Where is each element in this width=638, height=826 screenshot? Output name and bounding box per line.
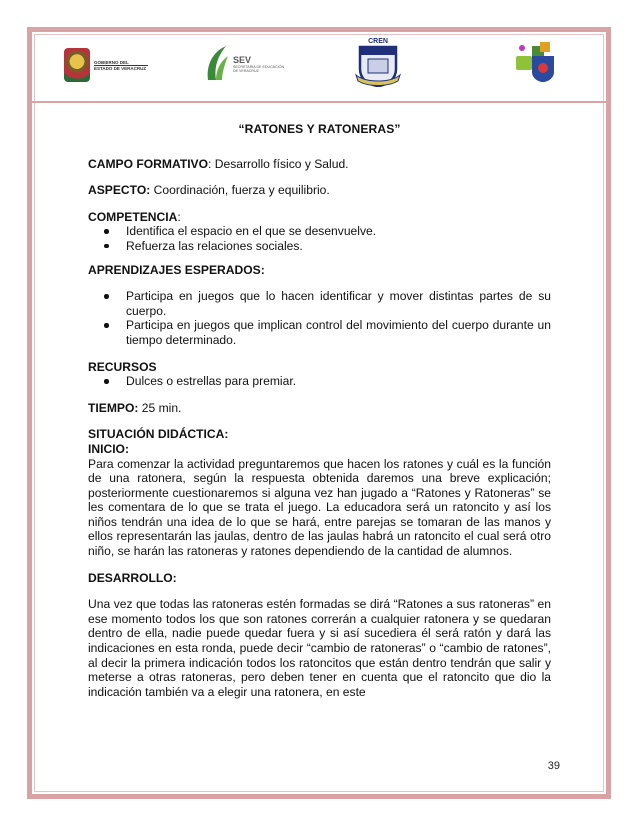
sev-logo [204,42,294,86]
header-divider [32,101,606,103]
gov-logo-line1: GOBIERNO DEL [94,60,148,66]
tiempo-label: TIEMPO: [88,400,139,415]
list-item: Participa en juegos que lo hacen identificar y mover distintas partes de su cuerpo. [88,289,551,318]
competencia-label: COMPETENCIA [88,209,178,224]
page-number: 39 [547,760,560,772]
sev-subtitle-line2: DE VERACRUZ [233,69,259,73]
sev-title: SEV [233,55,252,65]
desarrollo-paragraph: Una vez que todas las ratoneras estén formadas se dirá “Ratones a sus ratoneras” en ese momento todos los que son ratones correrán a cualquier ratonera y se quedaran dentro de ella, nadie puede quedar fuera y si así sucediera él será ratón y dará las indicaciones en esta ronda, puede decir “cambio de ratoneras” o “cambio de ratones”, al decir la primera indicación todos los ratoncitos que están dentro tendrán que salir y meterse a otras ratoneras, pero deben tener en cuenta que el ratoncito que dio la indicación también va a elegir una ratonera, en este [88,597,551,699]
colorful-emblem-icon [510,40,558,84]
sev-subtitle-line1: SECRETARÍA DE EDUCACIÓN [233,65,285,69]
tiempo [88,401,551,416]
list-item: Identifica el espacio en el que se desenvuelve. [88,224,551,239]
competencia-colon: : [177,209,181,224]
list-item: Dulces o estrellas para premiar. [88,374,551,389]
competencia-list [88,224,551,253]
aspecto [88,183,551,198]
school-emblem-logo [510,40,558,84]
list-item: Refuerza las relaciones sociales. [88,239,551,254]
tiempo-value: 25 min. [138,400,182,415]
desarrollo-label: DESARROLLO: [88,570,177,585]
aprendizajes-list [88,289,551,347]
campo-value: : Desarrollo físico y Salud. [208,156,349,171]
situacion-label: SITUACIÓN DIDÁCTICA: [88,427,229,442]
inicio-label: INICIO: [88,441,129,456]
veracruz-coat-of-arms-icon [64,48,90,82]
veracruz-government-logo [64,44,184,86]
campo-formativo [88,157,551,172]
aprendizajes-label: APRENDIZAJES ESPERADOS: [88,262,265,277]
recursos-list [88,374,551,389]
cren-label: CREN [368,38,388,45]
aspecto-label: ASPECTO: [88,183,151,198]
recursos-label: RECURSOS [88,359,157,374]
aspecto-value: Coordinación, fuerza y equilibrio. [150,183,330,198]
list-item: Participa en juegos que implican control del movimiento del cuerpo durante un tiempo determinado. [88,318,551,347]
competencia [88,210,551,225]
cren-shield-icon [352,45,404,87]
inicio-paragraph: Para comenzar la actividad preguntaremos que hacen los ratones y cuál es la función de una ratonera, según la respuesta obtenida daremos una breve explicación; posteriormente cuestionaremos si alguna vez han jugado a “Ratones y Ratoneras” se les comentara de lo que se trata el juego. La educadora será un ratoncito y así los niños tendrán una idea de lo que se hará, entre parejas se tomaran de las manos y ellos representarán las jaulas, dentro de las jaulas habrá un ratoncito el cual será otro niño, se harán las ratoneras y ratones dependiendo de la cantidad de alumnos. [88,456,551,559]
cren-logo [352,38,404,88]
document-body [88,122,551,699]
sev-leaf-icon [204,44,230,84]
document-title: “RATONES Y RATONERAS” [238,122,401,136]
gov-logo-line2: ESTADO DE VERACRUZ [94,65,147,71]
campo-label: CAMPO FORMATIVO [88,156,209,171]
